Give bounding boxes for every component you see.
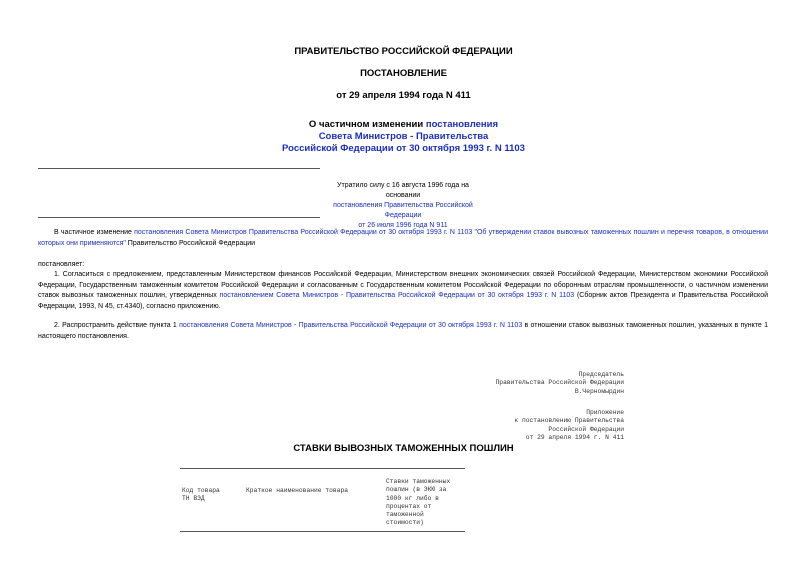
code-header-line1: Код товара: [182, 487, 220, 494]
table-header-rates: [386, 478, 450, 528]
p2-suffix: в отношении ставок вывозных таможенных пошлин, указанных в пункте 1 настоящего постановления.: [38, 322, 768, 340]
repeal-note-link2[interactable]: от 26 июля 1996 года N 911: [358, 222, 448, 229]
appendix-line1: Приложение: [586, 409, 624, 416]
repeal-note-link1[interactable]: постановления Правительства Российской Федерации: [333, 202, 473, 219]
intro-paragraph: [38, 228, 768, 249]
signature-title: Председатель: [578, 371, 624, 378]
table-header-name: Краткое наименование товара: [246, 487, 349, 494]
document-type: ПОСТАНОВЛЕНИЕ: [360, 68, 447, 79]
rates-header-line4: процентах от: [386, 502, 432, 510]
document-date-number: от 29 апреля 1994 года N 411: [336, 90, 471, 101]
intro-link[interactable]: постановления Совета Министров Правительства Российской Федерации от 30 октября 1993 г. N 1103 "Об утверждении ставок вывозных таможенных пошлин и перечня товаров, в отношении которых они применяются": [38, 229, 768, 247]
signature-block: [440, 371, 624, 396]
repeal-note-line1: Утратило силу с 16 августа 1996 года на основании: [337, 182, 469, 199]
appendix-line4: от 29 апреля 1994 г. N 411: [525, 433, 624, 441]
rates-header-line3: 1000 кг либо в: [386, 494, 439, 502]
table-top-rule: [180, 468, 465, 469]
p1-suffix: (Сборник актов Президента и Правительства Российской Федерации, 1993, N 45, ст.4340), согласно приложению.: [38, 292, 769, 310]
p2-prefix: 2. Распространить действие пункта 1: [54, 322, 180, 329]
p2-link[interactable]: постановления Совета Министров - Правительства Российской Федерации от 30 октября 1993 г. N 1103: [179, 322, 523, 329]
intro-prefix: В частичное изменение: [54, 229, 135, 236]
appendix-reference: [440, 409, 624, 442]
signature-name: В.Черномырдин: [574, 387, 624, 395]
appendix-line3: Российской Федерации: [548, 425, 624, 433]
paragraph-2: [38, 321, 768, 342]
rates-header-line6: стоимости): [386, 519, 424, 527]
rates-header-line1: Ставки таможенных: [386, 478, 451, 485]
title-link-part3[interactable]: Российской Федерации от 30 октября 1993 г. N 1103: [282, 143, 525, 154]
divider-middle: [38, 217, 320, 218]
table-title: СТАВКИ ВЫВОЗНЫХ ТАМОЖЕННЫХ ПОШЛИН: [293, 443, 514, 454]
p1-prefix: 1. Согласиться с предложением, представленным Министерством финансов Российской Федерации, Министерством внешних экономических связей Российской Федерации, Министерством экономики Российской Федерации, Государственным таможенным комитетом Российской Федерации и согласованным с Государственным комитетом Российской Федерации по оборонным отраслям промышленности, о частичном изменении ставок вывозных таможенных пошлин, утвержденных: [38, 271, 768, 299]
title-link-part2[interactable]: Совета Министров - Правительства: [318, 131, 489, 142]
p1-link[interactable]: постановлением Совета Министров - Правительства Российской Федерации от 30 октября 1993 г. N 1103: [219, 292, 575, 299]
table-header-code: [182, 487, 220, 504]
divider-top: [38, 168, 320, 169]
document-title: [0, 119, 807, 155]
rates-header-line5: таможенной: [386, 511, 424, 519]
table-header-bottom-rule: [180, 531, 465, 532]
title-prefix: О частичном изменении: [308, 119, 426, 130]
repeal-note: [320, 181, 486, 231]
intro-suffix: Правительство Российской Федерации: [125, 239, 256, 247]
paragraph-1: [38, 270, 768, 312]
code-header-line2: ТН ВЭД: [182, 495, 205, 503]
decrees-label: постановляет:: [38, 261, 85, 268]
signature-org: Правительства Российской Федерации: [495, 379, 624, 387]
title-link-part1[interactable]: постановления: [425, 119, 499, 130]
rates-header-line2: пошлин (в ЭКЮ за: [386, 486, 447, 494]
appendix-line2: к постановлению Правительства: [514, 417, 624, 425]
government-heading: ПРАВИТЕЛЬСТВО РОССИЙСКОЙ ФЕДЕРАЦИИ: [294, 46, 513, 57]
